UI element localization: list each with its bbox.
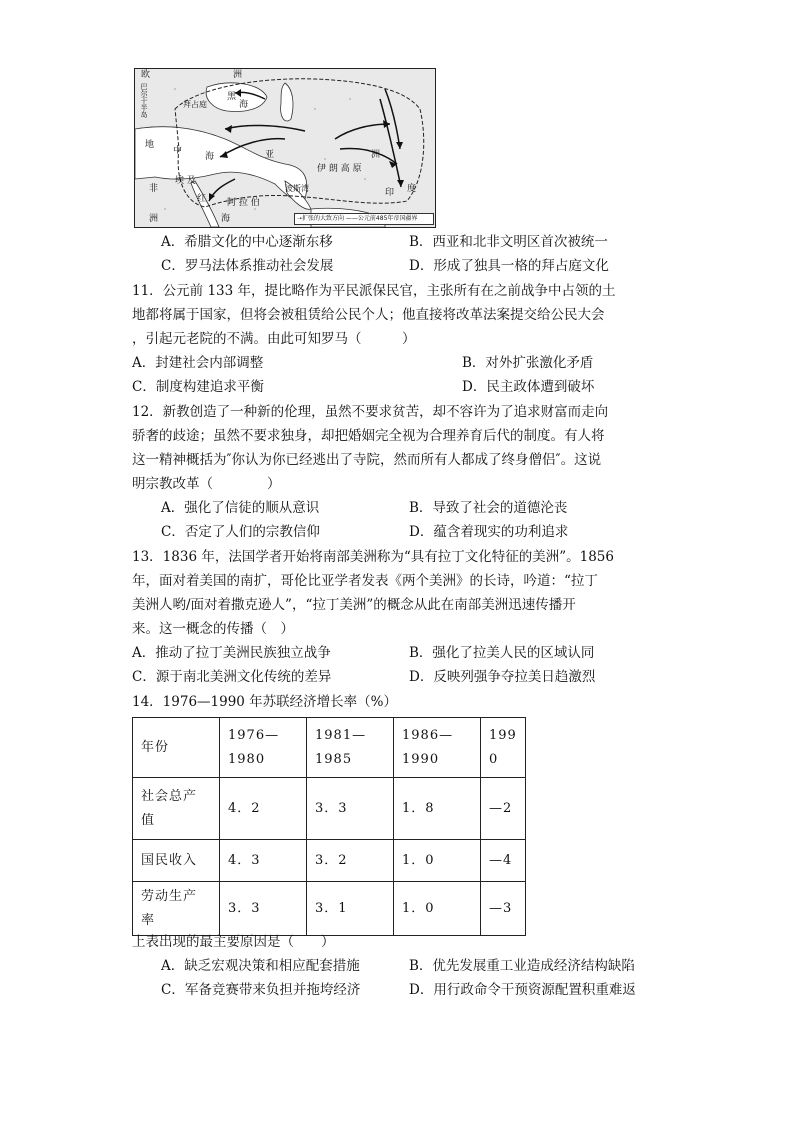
map-label-egypt: 埃 及 bbox=[175, 176, 196, 186]
q13-stem-line-1: 13．1836 年，法国学者开始将南部美洲称为“具有拉丁文化特征的美洲”。1856 bbox=[132, 549, 614, 565]
q13-option-c: C．源于南北美洲文化传统的差异 bbox=[132, 669, 332, 685]
q13-option-b: B．强化了拉美人民的区域认同 bbox=[409, 645, 595, 661]
header-1986-a: 1986— bbox=[402, 727, 454, 743]
table-header-cell bbox=[220, 718, 307, 778]
map-label-iran-plateau: 伊 朗 高 原 bbox=[317, 164, 362, 174]
table-cell: 1．0 bbox=[394, 840, 481, 882]
q13-option-a: A．推动了拉丁美洲民族独立战争 bbox=[132, 645, 331, 661]
table-cell: 4．2 bbox=[220, 778, 307, 840]
map-label-asia-2: 洲 bbox=[371, 150, 381, 160]
q14-option-c: C．军备竞赛带来负担并拖垮经济 bbox=[161, 982, 361, 998]
soviet-growth-table bbox=[132, 717, 526, 936]
q12-stem-line-2: 骄奢的歧途；虽然不要求独身，却把婚姻完全视为合理养育后代的制度。有人将 bbox=[132, 428, 605, 444]
q14-option-b: B．优先发展重工业造成经济结构缺陷 bbox=[409, 958, 635, 974]
q12-stem-line-4: 明宗教改革（ ） bbox=[132, 476, 281, 492]
header-1990-b: 0 bbox=[489, 751, 499, 767]
table-cell: —3 bbox=[481, 882, 526, 936]
table-header-cell bbox=[133, 718, 220, 778]
map-label-india-2: 度 bbox=[407, 184, 417, 194]
q11-stem-line-2: 地都将属于国家，但将会被租赁给公民个人；他直接将改革法案提交给公民大会 bbox=[132, 307, 605, 323]
map-label-europe-1: 欧 bbox=[141, 70, 151, 80]
row-label: 劳动生产 bbox=[141, 888, 198, 904]
map-label-byzantium: 拜占庭 bbox=[183, 100, 207, 109]
q11-stem-line-3: ，引起元老院的不满。由此可知罗马（ ） bbox=[132, 331, 416, 347]
table-header-cell bbox=[481, 718, 526, 778]
header-year: 年份 bbox=[141, 739, 170, 755]
map-label-arabia: 阿 拉 伯 bbox=[227, 198, 260, 208]
q12-option-b: B．导致了社会的道德沦丧 bbox=[409, 500, 568, 516]
header-1986-b: 1990 bbox=[402, 751, 440, 767]
table-row bbox=[133, 778, 526, 840]
map-label-africa-1: 非 bbox=[149, 184, 159, 194]
q13-option-d: D．反映列强争夺拉美日趋激烈 bbox=[409, 669, 596, 685]
table-cell: —4 bbox=[481, 840, 526, 882]
map-label-red-sea-1: 红 bbox=[197, 194, 207, 204]
map-label-persian-gulf: 波斯湾 bbox=[285, 184, 309, 193]
header-1976-a: 1976— bbox=[228, 727, 280, 743]
q12-option-d: D．蕴含着现实的功利追求 bbox=[409, 524, 569, 540]
table-cell: 3．3 bbox=[307, 778, 394, 840]
q11-option-d: D．民主政体遭到破坏 bbox=[462, 379, 595, 395]
q11-stem-line-1: 11．公元前 133 年，提比略作为平民派保民官，主张所有在之前战争中占领的土 bbox=[132, 283, 616, 299]
table-cell: 3．2 bbox=[307, 840, 394, 882]
q13-stem-line-3: 美洲人哟/面对着撒克逊人”，“拉丁美洲”的概念从此在南部美洲迅速传播开 bbox=[132, 597, 576, 613]
map-label-black-sea-1: 黑 bbox=[227, 92, 237, 102]
map-label-africa-2: 洲 bbox=[149, 214, 159, 224]
row-label-cell bbox=[133, 778, 220, 840]
table-cell: 3．3 bbox=[220, 882, 307, 936]
header-1990-a: 199 bbox=[489, 727, 517, 743]
row-label: 国民收入 bbox=[141, 852, 198, 868]
q10-option-a: A．希腊文化的中心逐渐东移 bbox=[161, 234, 333, 250]
map-label-med-2: 中 bbox=[173, 146, 183, 156]
row-label: 率 bbox=[141, 912, 156, 928]
map-label-med-3: 海 bbox=[205, 152, 215, 162]
header-1976-b: 1980 bbox=[228, 751, 266, 767]
table-cell: 4．3 bbox=[220, 840, 307, 882]
q14-title: 14．1976—1990 年苏联经济增长率（%） bbox=[132, 694, 398, 710]
table-cell: 3．1 bbox=[307, 882, 394, 936]
table-cell: 1．8 bbox=[394, 778, 481, 840]
table-row bbox=[133, 882, 526, 936]
row-label-cell bbox=[133, 882, 220, 936]
q13-stem-line-2: 年，面对着美国的南扩，哥伦比亚学者发表《两个美洲》的长诗，吟道：“拉丁 bbox=[132, 573, 598, 589]
q11-option-c: C．制度构建追求平衡 bbox=[132, 379, 264, 395]
map-label-black-sea-2: 海 bbox=[239, 100, 249, 110]
map-label-red-sea-2: 海 bbox=[221, 214, 231, 224]
q11-option-a: A．封建社会内部调整 bbox=[132, 355, 264, 371]
map-legend: ➝扩张的大致方向 ——公元前485年帝国疆界 bbox=[294, 213, 434, 225]
table-header-cell bbox=[394, 718, 481, 778]
header-1981-b: 1985 bbox=[315, 751, 353, 767]
q14-option-d: D．用行政命令干预资源配置积重难返 bbox=[409, 982, 636, 998]
q10-option-b: B．西亚和北非文明区首次被统一 bbox=[409, 234, 608, 250]
row-label: 社会总产 bbox=[141, 788, 198, 804]
row-label-cell bbox=[133, 840, 220, 882]
map-label-med-1: 地 bbox=[145, 140, 155, 150]
q12-option-c: C．否定了人们的宗教信仰 bbox=[161, 524, 320, 540]
q12-stem-line-3: 这一精神概括为″你认为你已经逃出了寺院，然而所有人都成了终身僧侣″。这说 bbox=[132, 452, 602, 468]
q10-option-d: D．形成了独具一格的拜占庭文化 bbox=[409, 258, 609, 274]
map-label-asia-1: 亚 bbox=[265, 150, 275, 160]
header-1981-a: 1981— bbox=[315, 727, 367, 743]
table-cell: 1．0 bbox=[394, 882, 481, 936]
q14-option-a: A．缺乏宏观决策和相应配套措施 bbox=[161, 958, 360, 974]
map-label-india-1: 印 bbox=[385, 188, 395, 198]
table-header-cell bbox=[307, 718, 394, 778]
table-cell: —2 bbox=[481, 778, 526, 840]
q12-option-a: A．强化了信徒的顺从意识 bbox=[161, 500, 320, 516]
persian-empire-map bbox=[134, 68, 436, 228]
map-label-balkan: 巴尔干半岛 bbox=[140, 83, 148, 118]
q10-option-c: C．罗马法体系推动社会发展 bbox=[161, 258, 334, 274]
q13-stem-line-4: 来。这一概念的传播（ ） bbox=[132, 621, 294, 637]
map-label-europe-2: 洲 bbox=[233, 70, 243, 80]
table-row bbox=[133, 840, 526, 882]
q14-question: 上表出现的最主要原因是（ ） bbox=[132, 934, 335, 950]
table-header-row bbox=[133, 718, 526, 778]
q11-option-b: B．对外扩张激化矛盾 bbox=[462, 355, 594, 371]
q12-stem-line-1: 12．新教创造了一种新的伦理，虽然不要求贫苦，却不容许为了追求财富而走向 bbox=[132, 404, 609, 420]
row-label: 值 bbox=[141, 812, 156, 828]
